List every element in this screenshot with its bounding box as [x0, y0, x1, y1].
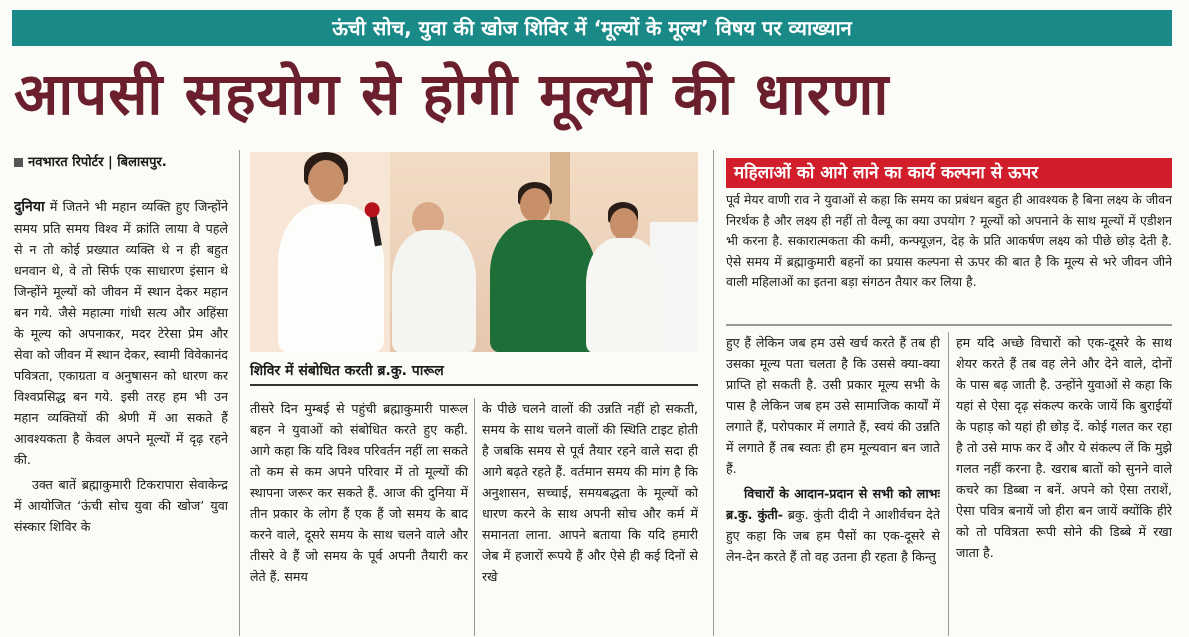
- article-column-3: के पीछे चलने वालों की उन्नति नहीं हो सकती, समय के साथ चलने वालों की स्थिति टाइट होती है जबकि समय से पूर्व तैयार रहने वाले सदा ही आगे बढ़ते रहते हैं. वर्तमान समय की मांग है कि अनुशासन, सच्चाई, समयबद्धता के मूल्यों को धारण करने के साथ अपनी सोच और कर्म में समानता लाना. आपने बताया कि यदि हमारी जेब में हजारों रूपये हैं और ऐसे ही कई दिनों से रखे: [482, 401, 698, 584]
- article-column-5: हम यदि अच्छे विचारों को एक-दूसरे के साथ शेयर करते हैं तब वह लेने और देने वाले, दोनों के पास बढ़ जाती है. उन्होंने युवाओं से कहा कि यहां से ऐसा दृढ़ संकल्प करके जायें कि बुराईयों के पहाड़ को यहां ही छोड़ दें. कोई गलत कर रहा है तो उसे माफ कर दें और ये संकल्प लें कि मुझे गलत नहीं करना है. खराब बातों को सुनने वाले कचरे का डिब्बा न बनें. अपने को ऐसा तराशें, ऐसा पवित्र बनायें जो हीरा बन जायें क्योंकि हीरे को तो पवित्रता रूपी सोने की डिब्बे में रखा जाता है.: [956, 335, 1172, 560]
- kicker-strip: ऊंची सोच, युवा की खोज शिविर में ‘मूल्यों के मूल्य’ विषय पर व्याख्यान: [12, 10, 1172, 46]
- sidebar-title: महिलाओं को आगे लाने का कार्य कल्पना से ऊपर: [726, 158, 1172, 188]
- square-bullet-icon: [14, 158, 23, 167]
- photo-caption: शिविर में संबोधित करती ब्र.कु. पारूल: [250, 358, 698, 386]
- col1-paragraph-2: उक्त बातें ब्रह्माकुमारी टिकरापारा सेवाकेन्द्र में आयोजित ‘ऊंची सोच युवा की खोज’ युवा संस्कार शिविर के: [14, 477, 228, 534]
- article-column-1: [14, 196, 228, 636]
- byline-text: नवभारत रिपोर्टर | बिलासपुर.: [28, 155, 167, 170]
- drop-word: दुनिया: [14, 199, 45, 215]
- column-rule: [474, 398, 475, 636]
- event-photo: [250, 152, 698, 352]
- column-rule: [239, 150, 240, 636]
- article-column-2: तीसरे दिन मुम्बई से पहुंची ब्रह्माकुमारी पारूल बहन ने युवाओं को संबोधित करते हुए कही. आगे कहा कि यदि विश्व परिवर्तन नहीं ला सकते तो कम से कम अपने परिवार में तो मूल्यों की स्थापना जरूर कर सकते हैं. आज की दुनिया में तीन प्रकार के लोग हैं एक हैं जो समय के बाद करने वाले, दूसरे समय के साथ चलने वाले और तीसरे वे हैं जो समय के पूर्व अपनी तैयारी कर लेते हैं. समय: [250, 401, 468, 584]
- subheading: विचारों के आदान-प्रदान से सभी को लाभः ब्र.कु. कुंती-: [726, 486, 940, 522]
- article-column-4: [726, 332, 940, 636]
- headline: आपसी सहयोग से होगी मूल्यों की धारणा: [14, 60, 890, 128]
- byline: [14, 152, 244, 174]
- column-rule: [713, 150, 714, 636]
- col1-paragraph-1: में जितने भी महान व्यक्ति हुए जिन्होंने समय प्रति समय विश्व में क्रांति लाया वे पहले से न तो कोई प्रख्यात व्यक्ति थे न ही बहुत धनवान थे, वे तो सिर्फ एक साधारण इंसान थे जिन्होंने मूल्यों को जीवन में स्थान देकर महान बन गये. जैसे महात्मा गांधी सत्य और अहिंसा के मूल्य को अपनाकर, मदर टेरेसा प्रेम और सेवा को जीवन में स्थान देकर, स्वामी विवेकानंद पवित्रता, एकाग्रता व अनुषासन को धारण कर विश्वप्रसिद्ध बन गये. इसी तरह हम भी उन महान व्यक्तियों की श्रेणी में आ सकते हैं आवश्यकता है केवल अपने मूल्यों में दृढ़ रहने की.: [14, 199, 228, 467]
- column-rule: [948, 332, 949, 636]
- col4-paragraph-1: हुए हैं लेकिन जब हम उसे खर्च करते हैं तब ही उसका मूल्य पता चलता है कि उससे क्या-क्या प्राप्ति हो सकती है. उसी प्रकार मूल्य सभी के पास है लेकिन जब हम उसे सामाजिक कार्यों में लगाते हैं, परोपकार में लगाते हैं, स्वयं की उन्नति में लगाते हैं तब स्वतः ही हम मूल्यवान बन जाते हैं.: [726, 335, 940, 476]
- col4-paragraph-2: ब्रकु. कुंती दीदी ने आशीर्वचन देते हुए कहा कि जब हम पैसों का एक-दूसरे से लेन-देन करते हैं तो वह उतना ही रहता है किन्तु: [726, 507, 940, 564]
- sidebar-text: पूर्व मेयर वाणी राव ने युवाओं से कहा कि समय का प्रबंधन बहुत ही आवश्यक है बिना लक्ष्य के जीवन निरर्थक है और लक्ष्य ही नहीं तो वैल्यू का क्या उपयोग ? मूल्यों को अपनाने के साथ मूल्यों में एडीशन भी करना है. सकारात्मकता की कमी, कन्फ्यूज़न, देह के प्रति आकर्षण लक्ष्य को पीछे छोड़ देती है. ऐसे समय में ब्रह्माकुमारी बहनों का प्रयास कल्पना से ऊपर की बात है कि मूल्य से भरे जीवन जीने वाली महिलाओं का इतना बड़ा संगठन तैयार कर लिया है.: [726, 190, 1172, 326]
